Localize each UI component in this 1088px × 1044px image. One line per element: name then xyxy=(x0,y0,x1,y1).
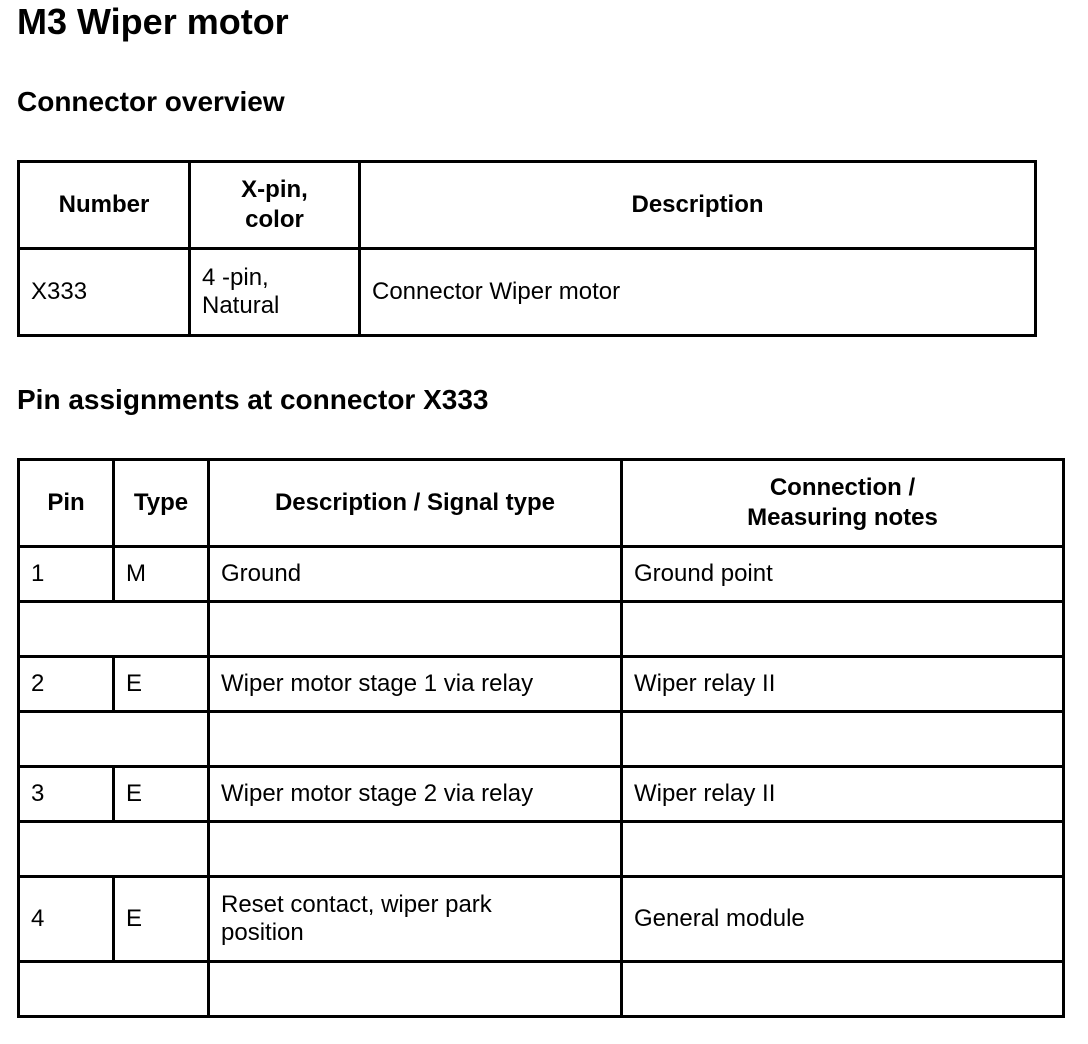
column-header-pin: Pin xyxy=(19,460,114,547)
cell-pin: 3 xyxy=(19,767,114,822)
empty-cell xyxy=(622,822,1064,877)
cell-description: Connector Wiper motor xyxy=(360,249,1036,336)
table-header-row xyxy=(19,460,1064,547)
cell-type: M xyxy=(114,547,209,602)
table-row xyxy=(19,657,1064,712)
cell-xpin-color: 4 -pin, Natural xyxy=(190,249,360,336)
empty-cell xyxy=(209,822,622,877)
empty-cell xyxy=(19,712,209,767)
empty-cell xyxy=(19,962,209,1017)
cell-description: Ground xyxy=(209,547,622,602)
cell-type: E xyxy=(114,767,209,822)
cell-connection: Ground point xyxy=(622,547,1064,602)
cell-number: X333 xyxy=(19,249,190,336)
table-header-row xyxy=(19,162,1036,249)
column-header-xpin-color: X-pin, color xyxy=(190,162,360,249)
empty-cell xyxy=(209,962,622,1017)
spacer-row xyxy=(19,602,1064,657)
cell-pin: 4 xyxy=(19,877,114,962)
empty-cell xyxy=(19,602,209,657)
empty-cell xyxy=(19,822,209,877)
column-header-number: Number xyxy=(19,162,190,249)
cell-type: E xyxy=(114,657,209,712)
empty-cell xyxy=(209,602,622,657)
cell-connection: Wiper relay II xyxy=(622,767,1064,822)
page-title: M3 Wiper motor xyxy=(17,1,289,42)
empty-cell xyxy=(622,712,1064,767)
connector-overview-table xyxy=(17,160,1037,337)
table-row xyxy=(19,767,1064,822)
table-row xyxy=(19,249,1036,336)
column-header-description: Description / Signal type xyxy=(209,460,622,547)
connector-overview-heading: Connector overview xyxy=(17,86,285,117)
spacer-row xyxy=(19,822,1064,877)
empty-cell xyxy=(622,962,1064,1017)
table-row xyxy=(19,547,1064,602)
pin-assignments-heading: Pin assignments at connector X333 xyxy=(17,384,489,415)
column-header-type: Type xyxy=(114,460,209,547)
cell-type: E xyxy=(114,877,209,962)
empty-cell xyxy=(209,712,622,767)
column-header-description: Description xyxy=(360,162,1036,249)
pin-assignments-table xyxy=(17,458,1065,1018)
cell-connection: General module xyxy=(622,877,1064,962)
cell-pin: 2 xyxy=(19,657,114,712)
spacer-row xyxy=(19,962,1064,1017)
cell-description: Wiper motor stage 2 via relay xyxy=(209,767,622,822)
cell-description: Wiper motor stage 1 via relay xyxy=(209,657,622,712)
column-header-connection: Connection / Measuring notes xyxy=(622,460,1064,547)
cell-connection: Wiper relay II xyxy=(622,657,1064,712)
table-row xyxy=(19,877,1064,962)
cell-pin: 1 xyxy=(19,547,114,602)
empty-cell xyxy=(622,602,1064,657)
cell-description: Reset contact, wiper park position xyxy=(209,877,622,962)
spacer-row xyxy=(19,712,1064,767)
